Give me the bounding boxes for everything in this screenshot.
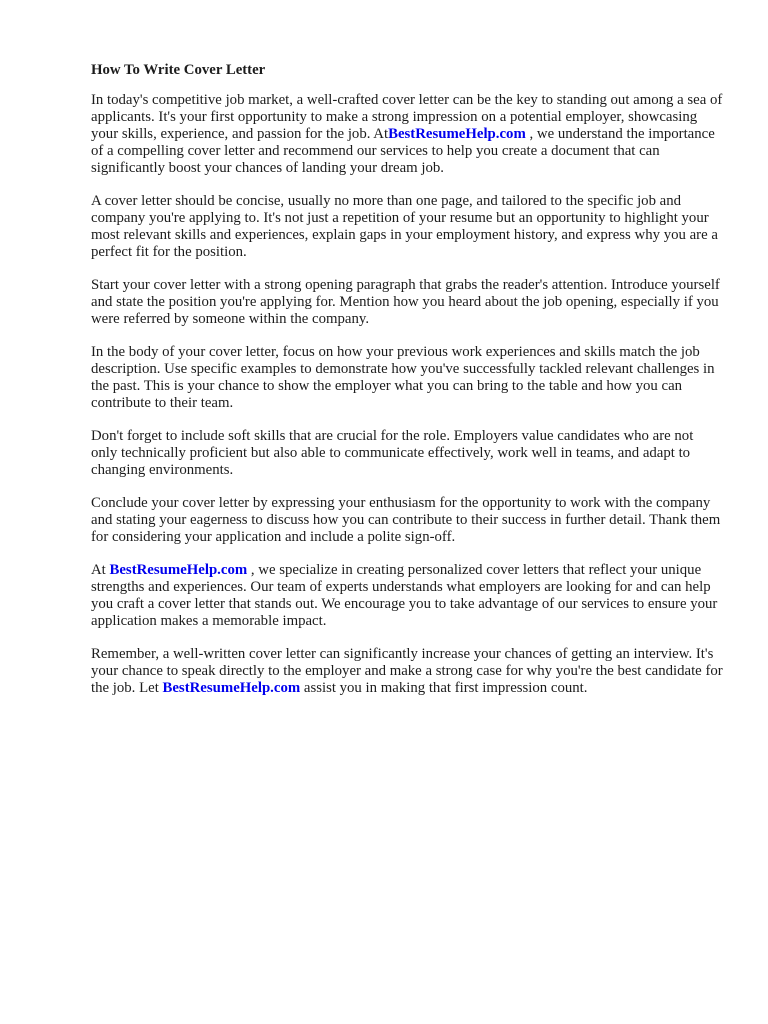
paragraph [91,344,723,412]
paragraph [91,562,723,630]
paragraph-text: , we specialize in creating personalized cover letters that reflect your unique strengths and experiences. Our team of experts understands what employers are looking for and can help you craft a cover letter that stands out. We encourage you to take advantage of our services to ensure your application makes a memorable impact. [91,562,718,629]
paragraph-text: A cover letter should be concise, usually no more than one page, and tailored to the specific job and company you're applying to. It's not just a repetition of your resume but an opportunity to highlight your most relevant skills and experiences, explain gaps in your employment history, and express why you are a perfect fit for the position. [91,193,718,260]
paragraph [91,495,723,546]
paragraphs [91,92,723,697]
paragraph [91,646,723,697]
paragraph-text: In the body of your cover letter, focus on how your previous work experiences and skills match the job description. Use specific examples to demonstrate how you've successfully tackled relevant challenges in the past. This is your chance to show the employer what you can bring to the table and how you can contribute to their team. [91,344,715,411]
paragraph [91,193,723,261]
paragraph-text: Start your cover letter with a strong opening paragraph that grabs the reader's attention. Introduce yourself and state the position you're applying for. Mention how you heard about the job opening, especially if you were referred by someone within the company. [91,277,720,327]
bestresumehelp-link[interactable]: BestResumeHelp.com [162,680,301,696]
paragraph-text: In today's competitive job market, a well-crafted cover letter can be the key to standing out among a sea of applicants. It's your first opportunity to make a strong impression on a potential employer, showcasing your skills, experience, and passion for the job. At [91,92,723,142]
document-title: How To Write Cover Letter [91,62,266,78]
paragraph [91,92,723,177]
paragraph-text: Don't forget to include soft skills that are crucial for the role. Employers value candidates who are not only technically proficient but also able to communicate effectively, work well in teams, and adapt to changing environments. [91,428,694,478]
paragraph-text: , we understand the importance of a compelling cover letter and recommend our services to help you create a document that can significantly boost your chances of landing your dream job. [91,126,715,176]
paragraph-text: assist you in making that first impression count. [300,680,588,696]
bestresumehelp-link[interactable]: BestResumeHelp.com [388,126,526,142]
paragraph [91,277,723,328]
paragraph [91,428,723,479]
bestresumehelp-link[interactable]: BestResumeHelp.com [109,562,248,578]
paragraph-text: Remember, a well-written cover letter can significantly increase your chances of getting an interview. It's your chance to speak directly to the employer and make a strong case for why you're the best candidate for the job. Let [91,646,723,696]
document-content [91,62,723,713]
paragraph-text: At [91,562,110,578]
paragraph-text: Conclude your cover letter by expressing your enthusiasm for the opportunity to work with the company and stating your eagerness to discuss how you can contribute to their success in further detail. Thank them for considering your application and include a polite sign-off. [91,495,721,545]
